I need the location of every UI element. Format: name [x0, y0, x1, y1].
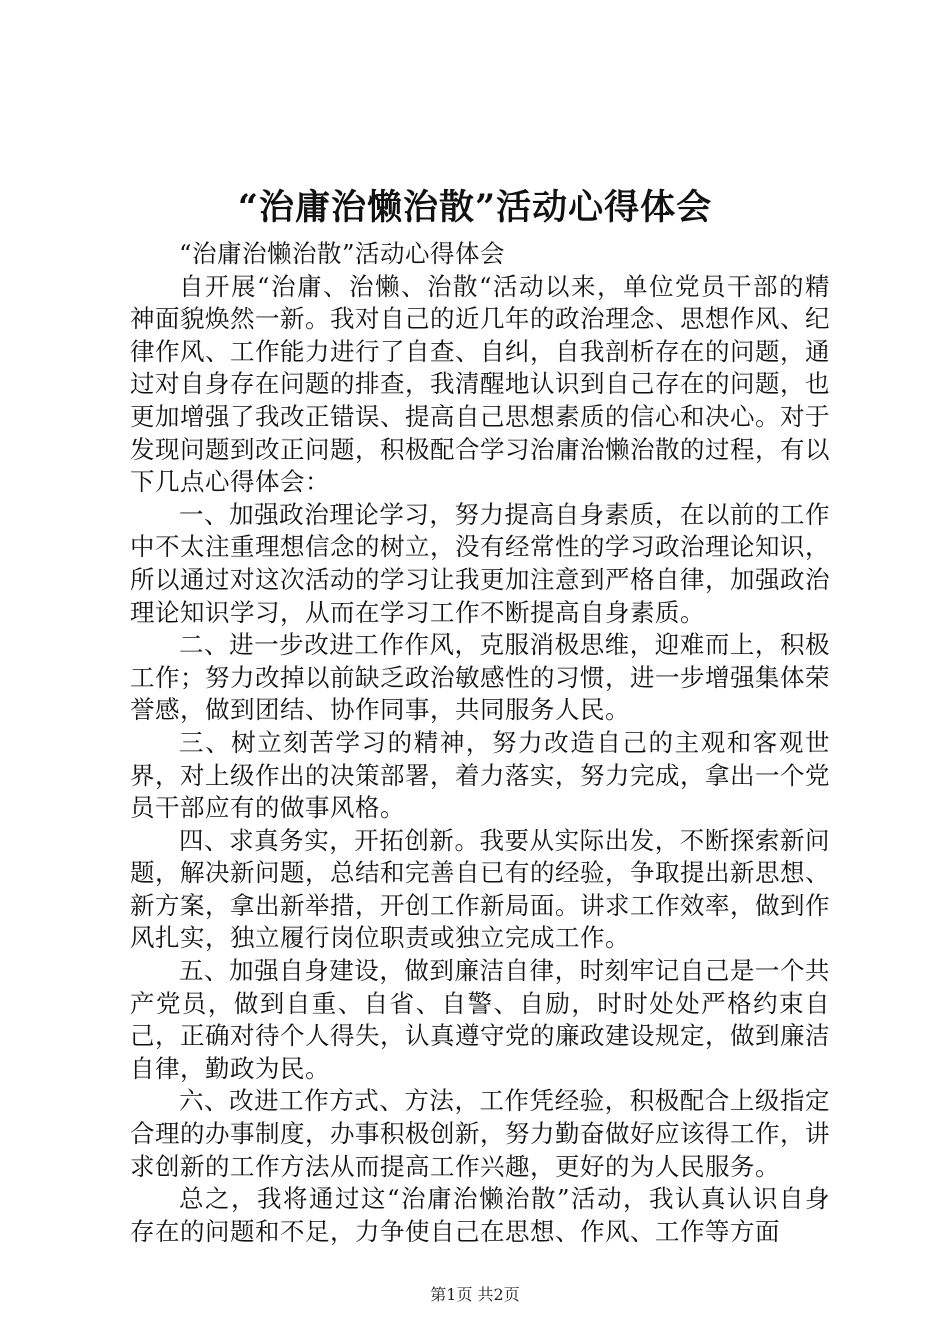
paragraph-subtitle: “治庸治懒治散”活动心得体会	[179, 239, 506, 268]
paragraph-point-5: 五、加强自身建设，做到廉洁自律，时刻牢记自己是一个共产党员，做到自重、自省、自警、自励，时时处处严格约束自己，正确对待个人得失，认真遵守党的廉政建设规定，做到廉洁自律，勤政为民。	[130, 956, 830, 1083]
paragraph-conclusion: 总之，我将通过这“治庸治懒治散”活动，我认真认识自身存在的问题和不足，力争使自己在思想、作风、工作等方面	[130, 1184, 830, 1246]
paragraph-intro: 自开展“治庸、治懒、治散“活动以来，单位党员干部的精神面貌焕然一新。我对自己的近几年的政治理念、思想作风、纪律作风、工作能力进行了自查、自纠，自我剖析存在的问题，通过对自身存在问题的排查，我清醒地认识到自己存在的问题，也更加增强了我改正错误、提高自己思想素质的信心和决心。对于发现问题到改正问题，积极配合学习治庸治懒治散的过程，有以下几点心得体会：	[130, 271, 830, 497]
paragraph-point-4: 四、求真务实，开拓创新。我要从实际出发，不断探索新问题，解决新问题，总结和完善自已有的经验，争取提出新思想、新方案，拿出新举措，开创工作新局面。讲求工作效率，做到作风扎实，独立履行岗位职责或独立完成工作。	[130, 825, 830, 953]
paragraph-point-3: 三、树立刻苦学习的精神，努力改造自己的主观和客观世界，对上级作出的决策部署，着力落实，努力完成，拿出一个党员干部应有的做事风格。	[130, 727, 830, 823]
paragraph-point-2: 二、进一步改进工作作风，克服消极思维，迎难而上，积极工作；努力改掉以前缺乏政治敏感性的习惯，进一步增强集体荣誉感，做到团结、协作同事，共同服务人民。	[130, 630, 830, 725]
document-body	[130, 238, 830, 1248]
paragraph-point-6: 六、改进工作方式、方法，工作凭经验，积极配合上级指定合理的办事制度，办事积极创新，努力勤奋做好应该得工作，讲求创新的工作方法从而提高工作兴趣，更好的为人民服务。	[130, 1086, 830, 1181]
paragraph-point-1: 一、加强政治理论学习，努力提高自身素质，在以前的工作中不太注重理想信念的树立，没有经常性的学习政治理论知识，所以通过对这次活动的学习让我更加注意到严格自律，加强政治理论知识学习，从而在学习工作不断提高自身素质。	[130, 499, 830, 627]
page-footer: 第1页 共2页	[430, 1285, 520, 1304]
document-title: “治庸治懒治散”活动心得体会	[237, 187, 713, 228]
